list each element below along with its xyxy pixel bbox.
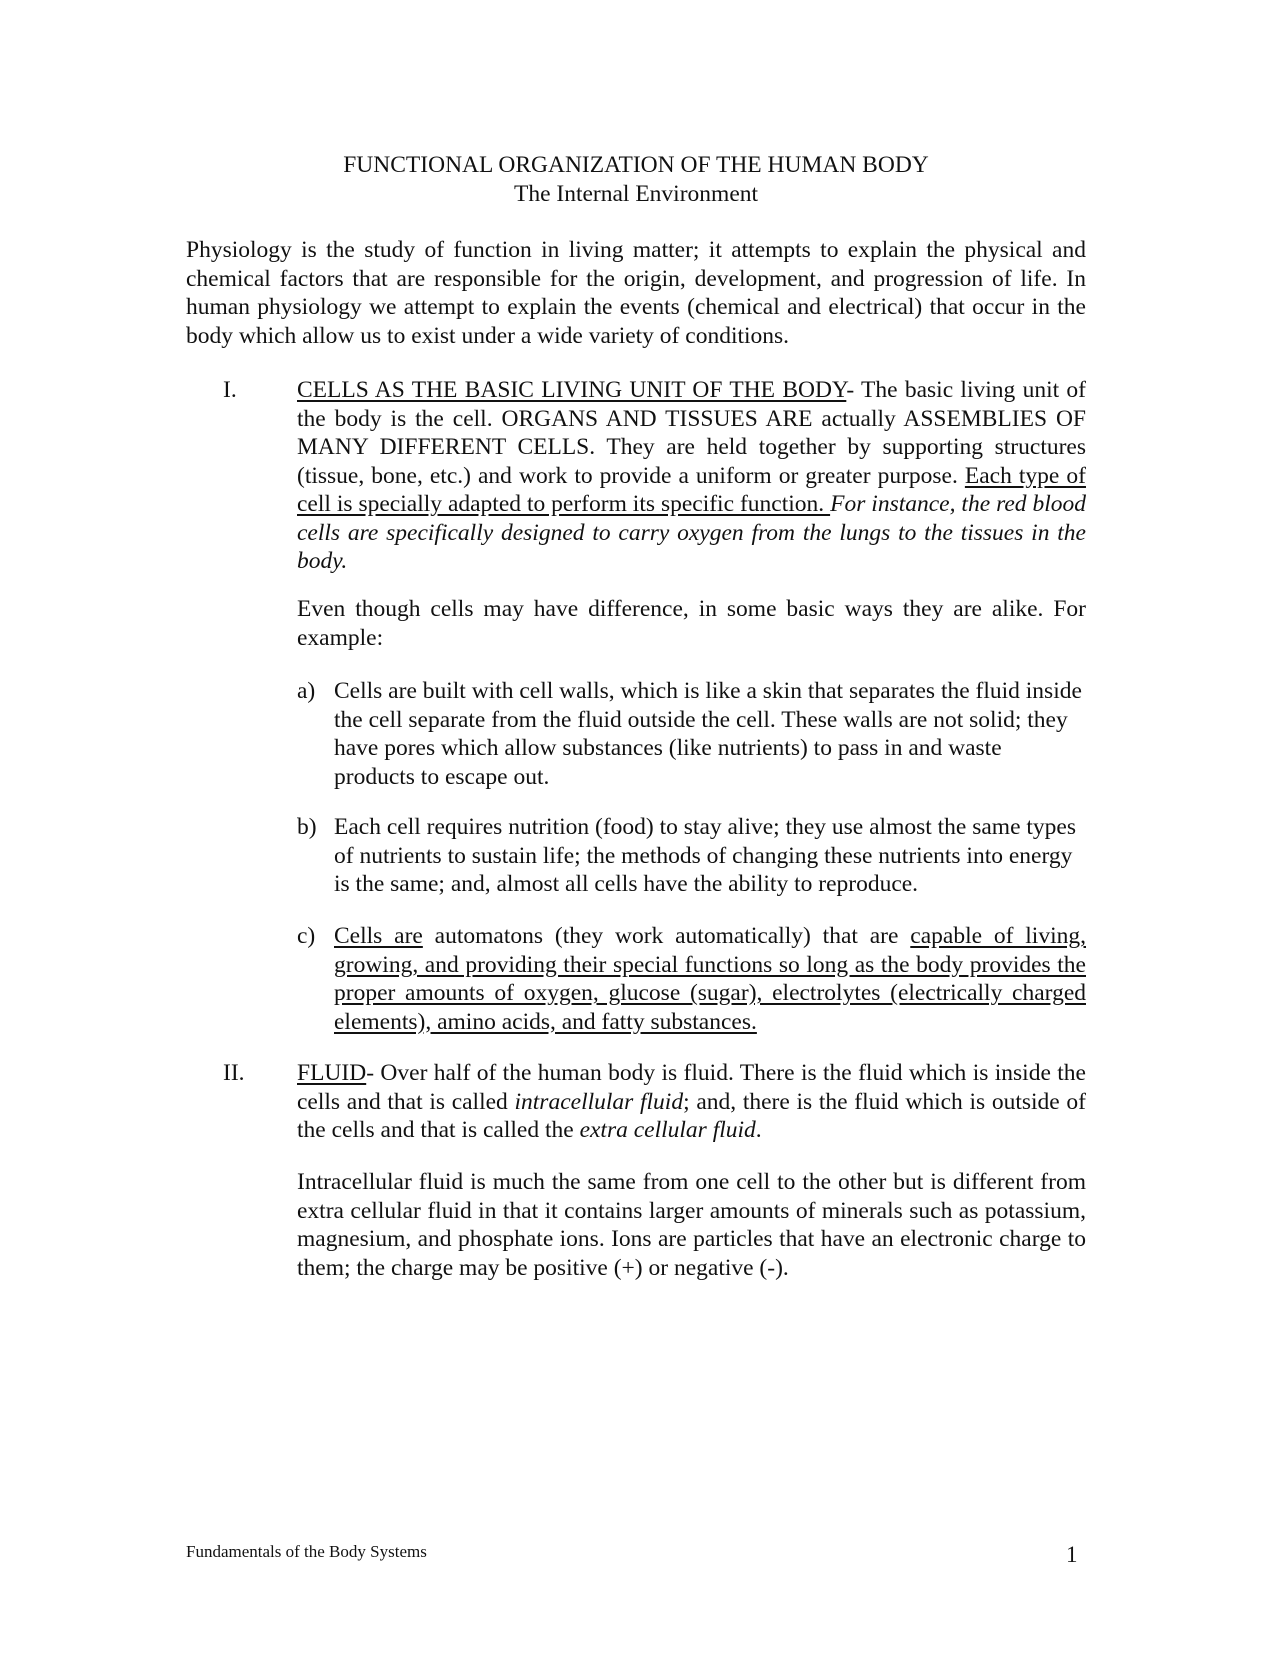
section-1-text: - The basic living unit of the body is the cell. ORGANS AND TISSUES ARE actually ASSEMBLIES OF MANY DIFFERENT CELLS. They are held together by supporting structures (tissue, bone, etc.) and work to provide a uniform or greater purpose.	[297, 377, 1086, 489]
list-marker-b: b)	[297, 814, 317, 840]
section-2-paragraph	[297, 1059, 1086, 1145]
list-marker-a: a)	[297, 678, 316, 704]
intro-paragraph: Physiology is the study of function in living matter; it attempts to explain the physical and chemical factors that are responsible for the origin, development, and progression of life. In human physiology we attempt to explain the events (chemical and electrical) that occur in the body which allow us to exist under a wide variety of conditions.	[186, 237, 1086, 349]
list-text-a: Cells are built with cell walls, which is like a skin that separates the fluid inside the cell separate from the fluid outside the cell. These walls are not solid; they have pores which allow substances (like nutrients) to pass in and waste products to escape out.	[334, 678, 1082, 790]
page-number: 1	[1066, 1542, 1078, 1567]
section-2-paragraph-2: Intracellular fluid is much the same from one cell to the other but is different from extra cellular fluid in that it contains larger amounts of minerals such as potassium, magnesium, and phosphate ions. Ions are particles that have an electronic charge to them; the charge may be positive (+) or negative (-).	[297, 1169, 1086, 1281]
list-text-c	[334, 922, 1086, 1036]
section-2-numeral: II.	[223, 1060, 245, 1086]
section-1-italic-text: For instance, the red blood cells are specifically designed to carry oxygen from the lungs to the tissues in the body.	[297, 491, 1086, 574]
section-1-paragraph-2: Even though cells may have difference, in some basic ways they are alike. For example:	[297, 596, 1086, 651]
section-2-italic-a: intracellular fluid	[514, 1088, 684, 1115]
list-c-underlined-1: Cells are	[334, 923, 423, 949]
section-1-numeral: I.	[223, 377, 237, 403]
list-c-underlined-2: capable of living, growing, and providing their special functions so long as the body provides the proper amounts of oxygen, glucose (sugar), electrolytes (electrically charged elements), amino acids, and fatty substances.	[334, 923, 1086, 1035]
section-2-heading: FLUID	[297, 1060, 367, 1086]
section-1-underlined-text: Each type of cell is specially adapted to perform its specific function.	[297, 462, 1086, 517]
section-2-text-c: .	[755, 1117, 762, 1143]
section-1-paragraph	[297, 376, 1086, 576]
section-2-italic-b: extra cellular fluid	[579, 1117, 756, 1143]
list-text-b: Each cell requires nutrition (food) to stay alive; they use almost the same types of nutrients to sustain life; the methods of changing these nutrients into energy is the same; and, almost all cells have the ability to reproduce.	[334, 814, 1076, 897]
title-block	[186, 151, 1086, 209]
section-2-text-b: ; and, there is the fluid which is outside of the cells and that is called the	[297, 1088, 1086, 1143]
page-title: FUNCTIONAL ORGANIZATION OF THE HUMAN BODY	[343, 152, 929, 178]
list-c-plain: automatons (they work automatically) that are	[422, 923, 911, 949]
footer-title: Fundamentals of the Body Systems	[186, 1542, 427, 1561]
section-2-text-a: - Over half of the human body is fluid. There is the fluid which is inside the cells and that is called	[297, 1060, 1086, 1115]
list-marker-c: c)	[297, 923, 316, 949]
page-subtitle: The Internal Environment	[513, 181, 759, 207]
section-1-heading: CELLS AS THE BASIC LIVING UNIT OF THE BODY	[297, 377, 847, 403]
